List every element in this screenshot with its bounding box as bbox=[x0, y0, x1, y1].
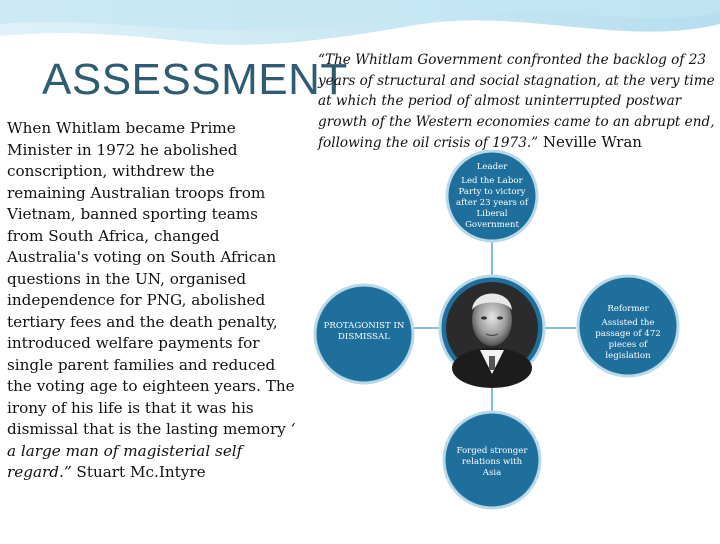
node-asia-text: Forged stronger relations with Asia bbox=[456, 446, 528, 478]
paragraph-quote: ‘ a large man of magisterial self regard.” bbox=[7, 420, 296, 481]
assessment-paragraph bbox=[7, 118, 297, 484]
paragraph-attribution: Stuart Mc.Intyre bbox=[71, 463, 206, 481]
node-asia bbox=[454, 446, 530, 479]
node-reformer-heading: Reformer bbox=[607, 304, 649, 314]
quote-attribution: Neville Wran bbox=[538, 133, 642, 151]
paragraph-main-text: When Whitlam became Prime Minister in 1972 he abolished conscription, withdrew the remaining Australian troops from Vietnam, banned sporting teams from South Africa, changed Australia's voting on South African questions in the UN, organised independence for PNG, abolished tertiary fees and the death penalty, introduced welfare payments for single parent families and reduced the voting age to eighteen years. The irony of his life is that it was his dismissal that is the lasting memory bbox=[7, 119, 295, 438]
wran-quote bbox=[318, 50, 718, 154]
node-reformer bbox=[590, 304, 666, 362]
slide-title: ASSESSMENT bbox=[42, 55, 348, 104]
quote-text: “The Whitlam Government confronted the backlog of 23 years of structural and social stagnation, at the very time at which the period of almost uninterrupted postwar growth of the Western economies came to an abrupt end, following the oil crisis of 1973.” bbox=[318, 52, 715, 151]
node-reformer-text: Assisted the passage of 472 pieces of legislation bbox=[595, 318, 661, 361]
node-protagonist-text: PROTAGONIST IN DISMISSAL bbox=[323, 321, 405, 342]
node-protagonist bbox=[316, 321, 412, 343]
portrait-photo bbox=[440, 276, 544, 388]
node-leader bbox=[454, 162, 530, 231]
node-leader-text: Led the Labor Party to victory after 23 years of Liberal Government bbox=[455, 176, 529, 230]
node-leader-heading: Leader bbox=[476, 162, 508, 172]
radial-diagram bbox=[300, 150, 720, 540]
